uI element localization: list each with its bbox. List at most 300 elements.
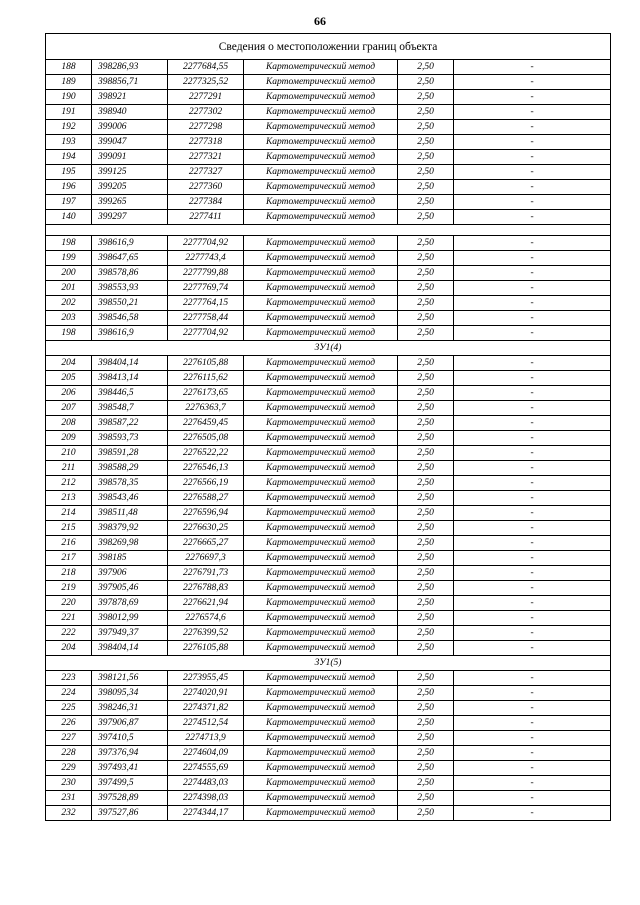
description-cell: -	[454, 611, 611, 626]
method-cell: Картометрический метод	[244, 236, 398, 251]
y-coordinate-cell: 2276566,19	[168, 476, 244, 491]
y-coordinate-cell: 2277298	[168, 120, 244, 135]
point-number-cell: 204	[46, 356, 92, 371]
x-coordinate-cell: 398546,58	[92, 311, 168, 326]
point-number-cell: 205	[46, 371, 92, 386]
x-coordinate-cell: 398587,22	[92, 416, 168, 431]
y-coordinate-cell: 2277704,92	[168, 326, 244, 341]
description-cell: -	[454, 596, 611, 611]
table-row	[46, 431, 611, 446]
x-coordinate-cell: 398578,86	[92, 266, 168, 281]
accuracy-cell: 2,50	[398, 611, 454, 626]
method-cell: Картометрический метод	[244, 180, 398, 195]
point-number-cell: 219	[46, 581, 92, 596]
table-row	[46, 611, 611, 626]
x-coordinate-cell: 398593,73	[92, 431, 168, 446]
table-row	[46, 536, 611, 551]
x-coordinate-cell: 398185	[92, 551, 168, 566]
y-coordinate-cell: 2276574,6	[168, 611, 244, 626]
y-coordinate-cell: 2276588,27	[168, 491, 244, 506]
accuracy-cell: 2,50	[398, 165, 454, 180]
accuracy-cell: 2,50	[398, 716, 454, 731]
x-coordinate-cell: 398543,46	[92, 491, 168, 506]
description-cell: -	[454, 761, 611, 776]
x-coordinate-cell: 398588,29	[92, 461, 168, 476]
table-row	[46, 521, 611, 536]
point-number-cell: 200	[46, 266, 92, 281]
table-row	[46, 326, 611, 341]
point-number-cell: 224	[46, 686, 92, 701]
table-row	[46, 581, 611, 596]
point-number-cell: 193	[46, 135, 92, 150]
x-coordinate-cell: 398940	[92, 105, 168, 120]
point-number-cell: 232	[46, 806, 92, 821]
description-cell: -	[454, 75, 611, 90]
description-cell: -	[454, 566, 611, 581]
description-cell: -	[454, 461, 611, 476]
table-row	[46, 671, 611, 686]
y-coordinate-cell: 2274398,03	[168, 791, 244, 806]
table-row	[46, 165, 611, 180]
description-cell: -	[454, 806, 611, 821]
point-number-cell: 222	[46, 626, 92, 641]
x-coordinate-cell: 398856,71	[92, 75, 168, 90]
y-coordinate-cell: 2277758,44	[168, 311, 244, 326]
x-coordinate-cell: 397499,5	[92, 776, 168, 791]
y-coordinate-cell: 2277799,88	[168, 266, 244, 281]
description-cell: -	[454, 195, 611, 210]
method-cell: Картометрический метод	[244, 210, 398, 225]
description-cell: -	[454, 641, 611, 656]
x-coordinate-cell: 399091	[92, 150, 168, 165]
method-cell: Картометрический метод	[244, 431, 398, 446]
y-coordinate-cell: 2274512,54	[168, 716, 244, 731]
accuracy-cell: 2,50	[398, 401, 454, 416]
x-coordinate-cell: 397493,41	[92, 761, 168, 776]
method-cell: Картометрический метод	[244, 416, 398, 431]
point-number-cell: 227	[46, 731, 92, 746]
description-cell: -	[454, 626, 611, 641]
description-cell: -	[454, 416, 611, 431]
description-cell: -	[454, 311, 611, 326]
x-coordinate-cell: 399265	[92, 195, 168, 210]
description-cell: -	[454, 431, 611, 446]
description-cell: -	[454, 551, 611, 566]
description-cell: -	[454, 746, 611, 761]
table-row	[46, 701, 611, 716]
point-number-cell: 225	[46, 701, 92, 716]
point-number-cell: 210	[46, 446, 92, 461]
accuracy-cell: 2,50	[398, 746, 454, 761]
section-label: ЗУ1(4)	[46, 341, 611, 356]
y-coordinate-cell: 2274604,09	[168, 746, 244, 761]
table-row	[46, 566, 611, 581]
point-number-cell: 228	[46, 746, 92, 761]
accuracy-cell: 2,50	[398, 506, 454, 521]
description-cell: -	[454, 731, 611, 746]
table-row	[46, 210, 611, 225]
description-cell: -	[454, 251, 611, 266]
description-cell: -	[454, 150, 611, 165]
table-row	[46, 195, 611, 210]
y-coordinate-cell: 2276105,88	[168, 641, 244, 656]
accuracy-cell: 2,50	[398, 701, 454, 716]
y-coordinate-cell: 2277764,15	[168, 296, 244, 311]
point-number-cell: 206	[46, 386, 92, 401]
point-number-cell: 216	[46, 536, 92, 551]
y-coordinate-cell: 2276630,25	[168, 521, 244, 536]
method-cell: Картометрический метод	[244, 626, 398, 641]
point-number-cell: 197	[46, 195, 92, 210]
y-coordinate-cell: 2276115,62	[168, 371, 244, 386]
x-coordinate-cell: 398121,56	[92, 671, 168, 686]
description-cell: -	[454, 581, 611, 596]
x-coordinate-cell: 397878,69	[92, 596, 168, 611]
y-coordinate-cell: 2276173,65	[168, 386, 244, 401]
method-cell: Картометрический метод	[244, 491, 398, 506]
point-number-cell: 231	[46, 791, 92, 806]
point-number-cell: 188	[46, 60, 92, 75]
description-cell: -	[454, 60, 611, 75]
method-cell: Картометрический метод	[244, 165, 398, 180]
table-row	[46, 266, 611, 281]
y-coordinate-cell: 2276596,94	[168, 506, 244, 521]
description-cell: -	[454, 165, 611, 180]
y-coordinate-cell: 2277302	[168, 105, 244, 120]
accuracy-cell: 2,50	[398, 761, 454, 776]
x-coordinate-cell: 398404,14	[92, 641, 168, 656]
method-cell: Картометрический метод	[244, 581, 398, 596]
point-number-cell: 207	[46, 401, 92, 416]
y-coordinate-cell: 2276621,94	[168, 596, 244, 611]
description-cell: -	[454, 356, 611, 371]
point-number-cell: 140	[46, 210, 92, 225]
method-cell: Картометрический метод	[244, 195, 398, 210]
method-cell: Картометрический метод	[244, 75, 398, 90]
table-row	[46, 371, 611, 386]
description-cell: -	[454, 90, 611, 105]
table-row	[46, 416, 611, 431]
table-row	[46, 60, 611, 75]
point-number-cell: 208	[46, 416, 92, 431]
method-cell: Картометрический метод	[244, 791, 398, 806]
method-cell: Картометрический метод	[244, 356, 398, 371]
accuracy-cell: 2,50	[398, 75, 454, 90]
table-row	[46, 356, 611, 371]
x-coordinate-cell: 398616,9	[92, 236, 168, 251]
description-cell: -	[454, 105, 611, 120]
point-number-cell: 192	[46, 120, 92, 135]
method-cell: Картометрический метод	[244, 536, 398, 551]
accuracy-cell: 2,50	[398, 326, 454, 341]
x-coordinate-cell: 397527,86	[92, 806, 168, 821]
y-coordinate-cell: 2276788,83	[168, 581, 244, 596]
description-cell: -	[454, 716, 611, 731]
description-cell: -	[454, 791, 611, 806]
method-cell: Картометрический метод	[244, 731, 398, 746]
y-coordinate-cell: 2274713,9	[168, 731, 244, 746]
x-coordinate-cell: 398616,9	[92, 326, 168, 341]
method-cell: Картометрический метод	[244, 671, 398, 686]
accuracy-cell: 2,50	[398, 210, 454, 225]
table-row	[46, 236, 611, 251]
accuracy-cell: 2,50	[398, 195, 454, 210]
table-row	[46, 716, 611, 731]
y-coordinate-cell: 2276459,45	[168, 416, 244, 431]
point-number-cell: 198	[46, 236, 92, 251]
point-number-cell: 199	[46, 251, 92, 266]
accuracy-cell: 2,50	[398, 521, 454, 536]
y-coordinate-cell: 2277411	[168, 210, 244, 225]
description-cell: -	[454, 180, 611, 195]
method-cell: Картометрический метод	[244, 641, 398, 656]
method-cell: Картометрический метод	[244, 105, 398, 120]
method-cell: Картометрический метод	[244, 761, 398, 776]
table-row	[46, 746, 611, 761]
table-row	[46, 626, 611, 641]
method-cell: Картометрический метод	[244, 266, 398, 281]
x-coordinate-cell: 398269,98	[92, 536, 168, 551]
x-coordinate-cell: 398548,7	[92, 401, 168, 416]
accuracy-cell: 2,50	[398, 686, 454, 701]
y-coordinate-cell: 2277327	[168, 165, 244, 180]
x-coordinate-cell: 398550,21	[92, 296, 168, 311]
table-row	[46, 791, 611, 806]
point-number-cell: 220	[46, 596, 92, 611]
method-cell: Картометрический метод	[244, 401, 398, 416]
method-cell: Картометрический метод	[244, 446, 398, 461]
accuracy-cell: 2,50	[398, 60, 454, 75]
x-coordinate-cell: 398404,14	[92, 356, 168, 371]
x-coordinate-cell: 398511,48	[92, 506, 168, 521]
point-number-cell: 198	[46, 326, 92, 341]
method-cell: Картометрический метод	[244, 776, 398, 791]
accuracy-cell: 2,50	[398, 806, 454, 821]
y-coordinate-cell: 2277684,55	[168, 60, 244, 75]
description-cell: -	[454, 701, 611, 716]
description-cell: -	[454, 401, 611, 416]
table-row	[46, 596, 611, 611]
y-coordinate-cell: 2276522,22	[168, 446, 244, 461]
point-number-cell: 191	[46, 105, 92, 120]
accuracy-cell: 2,50	[398, 581, 454, 596]
y-coordinate-cell: 2276505,08	[168, 431, 244, 446]
y-coordinate-cell: 2276697,3	[168, 551, 244, 566]
table-row	[46, 281, 611, 296]
y-coordinate-cell: 2277743,4	[168, 251, 244, 266]
description-cell: -	[454, 776, 611, 791]
x-coordinate-cell: 399125	[92, 165, 168, 180]
accuracy-cell: 2,50	[398, 105, 454, 120]
y-coordinate-cell: 2273955,45	[168, 671, 244, 686]
y-coordinate-cell: 2277325,52	[168, 75, 244, 90]
accuracy-cell: 2,50	[398, 791, 454, 806]
accuracy-cell: 2,50	[398, 416, 454, 431]
accuracy-cell: 2,50	[398, 90, 454, 105]
method-cell: Картометрический метод	[244, 135, 398, 150]
table-row	[46, 311, 611, 326]
point-number-cell: 194	[46, 150, 92, 165]
x-coordinate-cell: 397906	[92, 566, 168, 581]
description-cell: -	[454, 120, 611, 135]
description-cell: -	[454, 686, 611, 701]
x-coordinate-cell: 397528,89	[92, 791, 168, 806]
y-coordinate-cell: 2276363,7	[168, 401, 244, 416]
method-cell: Картометрический метод	[244, 551, 398, 566]
accuracy-cell: 2,50	[398, 731, 454, 746]
method-cell: Картометрический метод	[244, 461, 398, 476]
accuracy-cell: 2,50	[398, 446, 454, 461]
table-row	[46, 446, 611, 461]
description-cell: -	[454, 506, 611, 521]
point-number-cell: 230	[46, 776, 92, 791]
table-row	[46, 476, 611, 491]
x-coordinate-cell: 399205	[92, 180, 168, 195]
table-row	[46, 120, 611, 135]
table-title: Сведения о местоположении границ объекта	[46, 34, 611, 60]
x-coordinate-cell: 399006	[92, 120, 168, 135]
method-cell: Картометрический метод	[244, 296, 398, 311]
description-cell: -	[454, 236, 611, 251]
method-cell: Картометрический метод	[244, 90, 398, 105]
method-cell: Картометрический метод	[244, 371, 398, 386]
description-cell: -	[454, 296, 611, 311]
accuracy-cell: 2,50	[398, 566, 454, 581]
method-cell: Картометрический метод	[244, 716, 398, 731]
x-coordinate-cell: 398591,28	[92, 446, 168, 461]
x-coordinate-cell: 398286,93	[92, 60, 168, 75]
section-header-row	[46, 656, 611, 671]
method-cell: Картометрический метод	[244, 386, 398, 401]
x-coordinate-cell: 397906,87	[92, 716, 168, 731]
method-cell: Картометрический метод	[244, 506, 398, 521]
description-cell: -	[454, 671, 611, 686]
description-cell: -	[454, 266, 611, 281]
method-cell: Картометрический метод	[244, 326, 398, 341]
point-number-cell: 217	[46, 551, 92, 566]
point-number-cell: 196	[46, 180, 92, 195]
table-body	[46, 34, 611, 821]
x-coordinate-cell: 398647,65	[92, 251, 168, 266]
point-number-cell: 223	[46, 671, 92, 686]
x-coordinate-cell: 398379,92	[92, 521, 168, 536]
point-number-cell: 212	[46, 476, 92, 491]
x-coordinate-cell: 397376,94	[92, 746, 168, 761]
method-cell: Картометрический метод	[244, 311, 398, 326]
method-cell: Картометрический метод	[244, 60, 398, 75]
x-coordinate-cell: 398012,99	[92, 611, 168, 626]
accuracy-cell: 2,50	[398, 596, 454, 611]
description-cell: -	[454, 491, 611, 506]
description-cell: -	[454, 281, 611, 296]
point-number-cell: 209	[46, 431, 92, 446]
accuracy-cell: 2,50	[398, 281, 454, 296]
y-coordinate-cell: 2277360	[168, 180, 244, 195]
accuracy-cell: 2,50	[398, 150, 454, 165]
boundary-coordinates-table	[45, 33, 611, 821]
accuracy-cell: 2,50	[398, 266, 454, 281]
x-coordinate-cell: 398446,5	[92, 386, 168, 401]
y-coordinate-cell: 2277769,74	[168, 281, 244, 296]
y-coordinate-cell: 2277321	[168, 150, 244, 165]
point-number-cell: 190	[46, 90, 92, 105]
accuracy-cell: 2,50	[398, 371, 454, 386]
x-coordinate-cell: 397949,37	[92, 626, 168, 641]
page-number: 66	[314, 14, 326, 28]
table-row	[46, 135, 611, 150]
point-number-cell: 213	[46, 491, 92, 506]
description-cell: -	[454, 135, 611, 150]
method-cell: Картометрический метод	[244, 566, 398, 581]
accuracy-cell: 2,50	[398, 180, 454, 195]
table-row	[46, 296, 611, 311]
accuracy-cell: 2,50	[398, 551, 454, 566]
y-coordinate-cell: 2276791,73	[168, 566, 244, 581]
point-number-cell: 201	[46, 281, 92, 296]
table-row	[46, 686, 611, 701]
x-coordinate-cell: 399297	[92, 210, 168, 225]
accuracy-cell: 2,50	[398, 135, 454, 150]
method-cell: Картометрический метод	[244, 611, 398, 626]
description-cell: -	[454, 371, 611, 386]
table-row	[46, 641, 611, 656]
accuracy-cell: 2,50	[398, 120, 454, 135]
method-cell: Картометрический метод	[244, 476, 398, 491]
x-coordinate-cell: 398553,93	[92, 281, 168, 296]
description-cell: -	[454, 521, 611, 536]
point-number-cell: 226	[46, 716, 92, 731]
x-coordinate-cell: 397905,46	[92, 581, 168, 596]
table-row	[46, 401, 611, 416]
method-cell: Картометрический метод	[244, 521, 398, 536]
separator-row	[46, 225, 611, 236]
point-number-cell: 218	[46, 566, 92, 581]
method-cell: Картометрический метод	[244, 806, 398, 821]
table-row	[46, 180, 611, 195]
accuracy-cell: 2,50	[398, 356, 454, 371]
table-title-row	[46, 34, 611, 60]
table-row	[46, 90, 611, 105]
accuracy-cell: 2,50	[398, 431, 454, 446]
section-label: ЗУ1(5)	[46, 656, 611, 671]
accuracy-cell: 2,50	[398, 536, 454, 551]
y-coordinate-cell: 2274020,91	[168, 686, 244, 701]
accuracy-cell: 2,50	[398, 251, 454, 266]
description-cell: -	[454, 446, 611, 461]
table-row	[46, 150, 611, 165]
table-row	[46, 461, 611, 476]
accuracy-cell: 2,50	[398, 491, 454, 506]
table-row	[46, 776, 611, 791]
point-number-cell: 229	[46, 761, 92, 776]
accuracy-cell: 2,50	[398, 311, 454, 326]
point-number-cell: 221	[46, 611, 92, 626]
x-coordinate-cell: 398921	[92, 90, 168, 105]
table-row	[46, 251, 611, 266]
x-coordinate-cell: 399047	[92, 135, 168, 150]
description-cell: -	[454, 210, 611, 225]
y-coordinate-cell: 2276105,88	[168, 356, 244, 371]
table-row	[46, 386, 611, 401]
point-number-cell: 215	[46, 521, 92, 536]
table-row	[46, 551, 611, 566]
table-row	[46, 761, 611, 776]
x-coordinate-cell: 397410,5	[92, 731, 168, 746]
x-coordinate-cell: 398246,31	[92, 701, 168, 716]
accuracy-cell: 2,50	[398, 641, 454, 656]
method-cell: Картометрический метод	[244, 150, 398, 165]
y-coordinate-cell: 2277704,92	[168, 236, 244, 251]
